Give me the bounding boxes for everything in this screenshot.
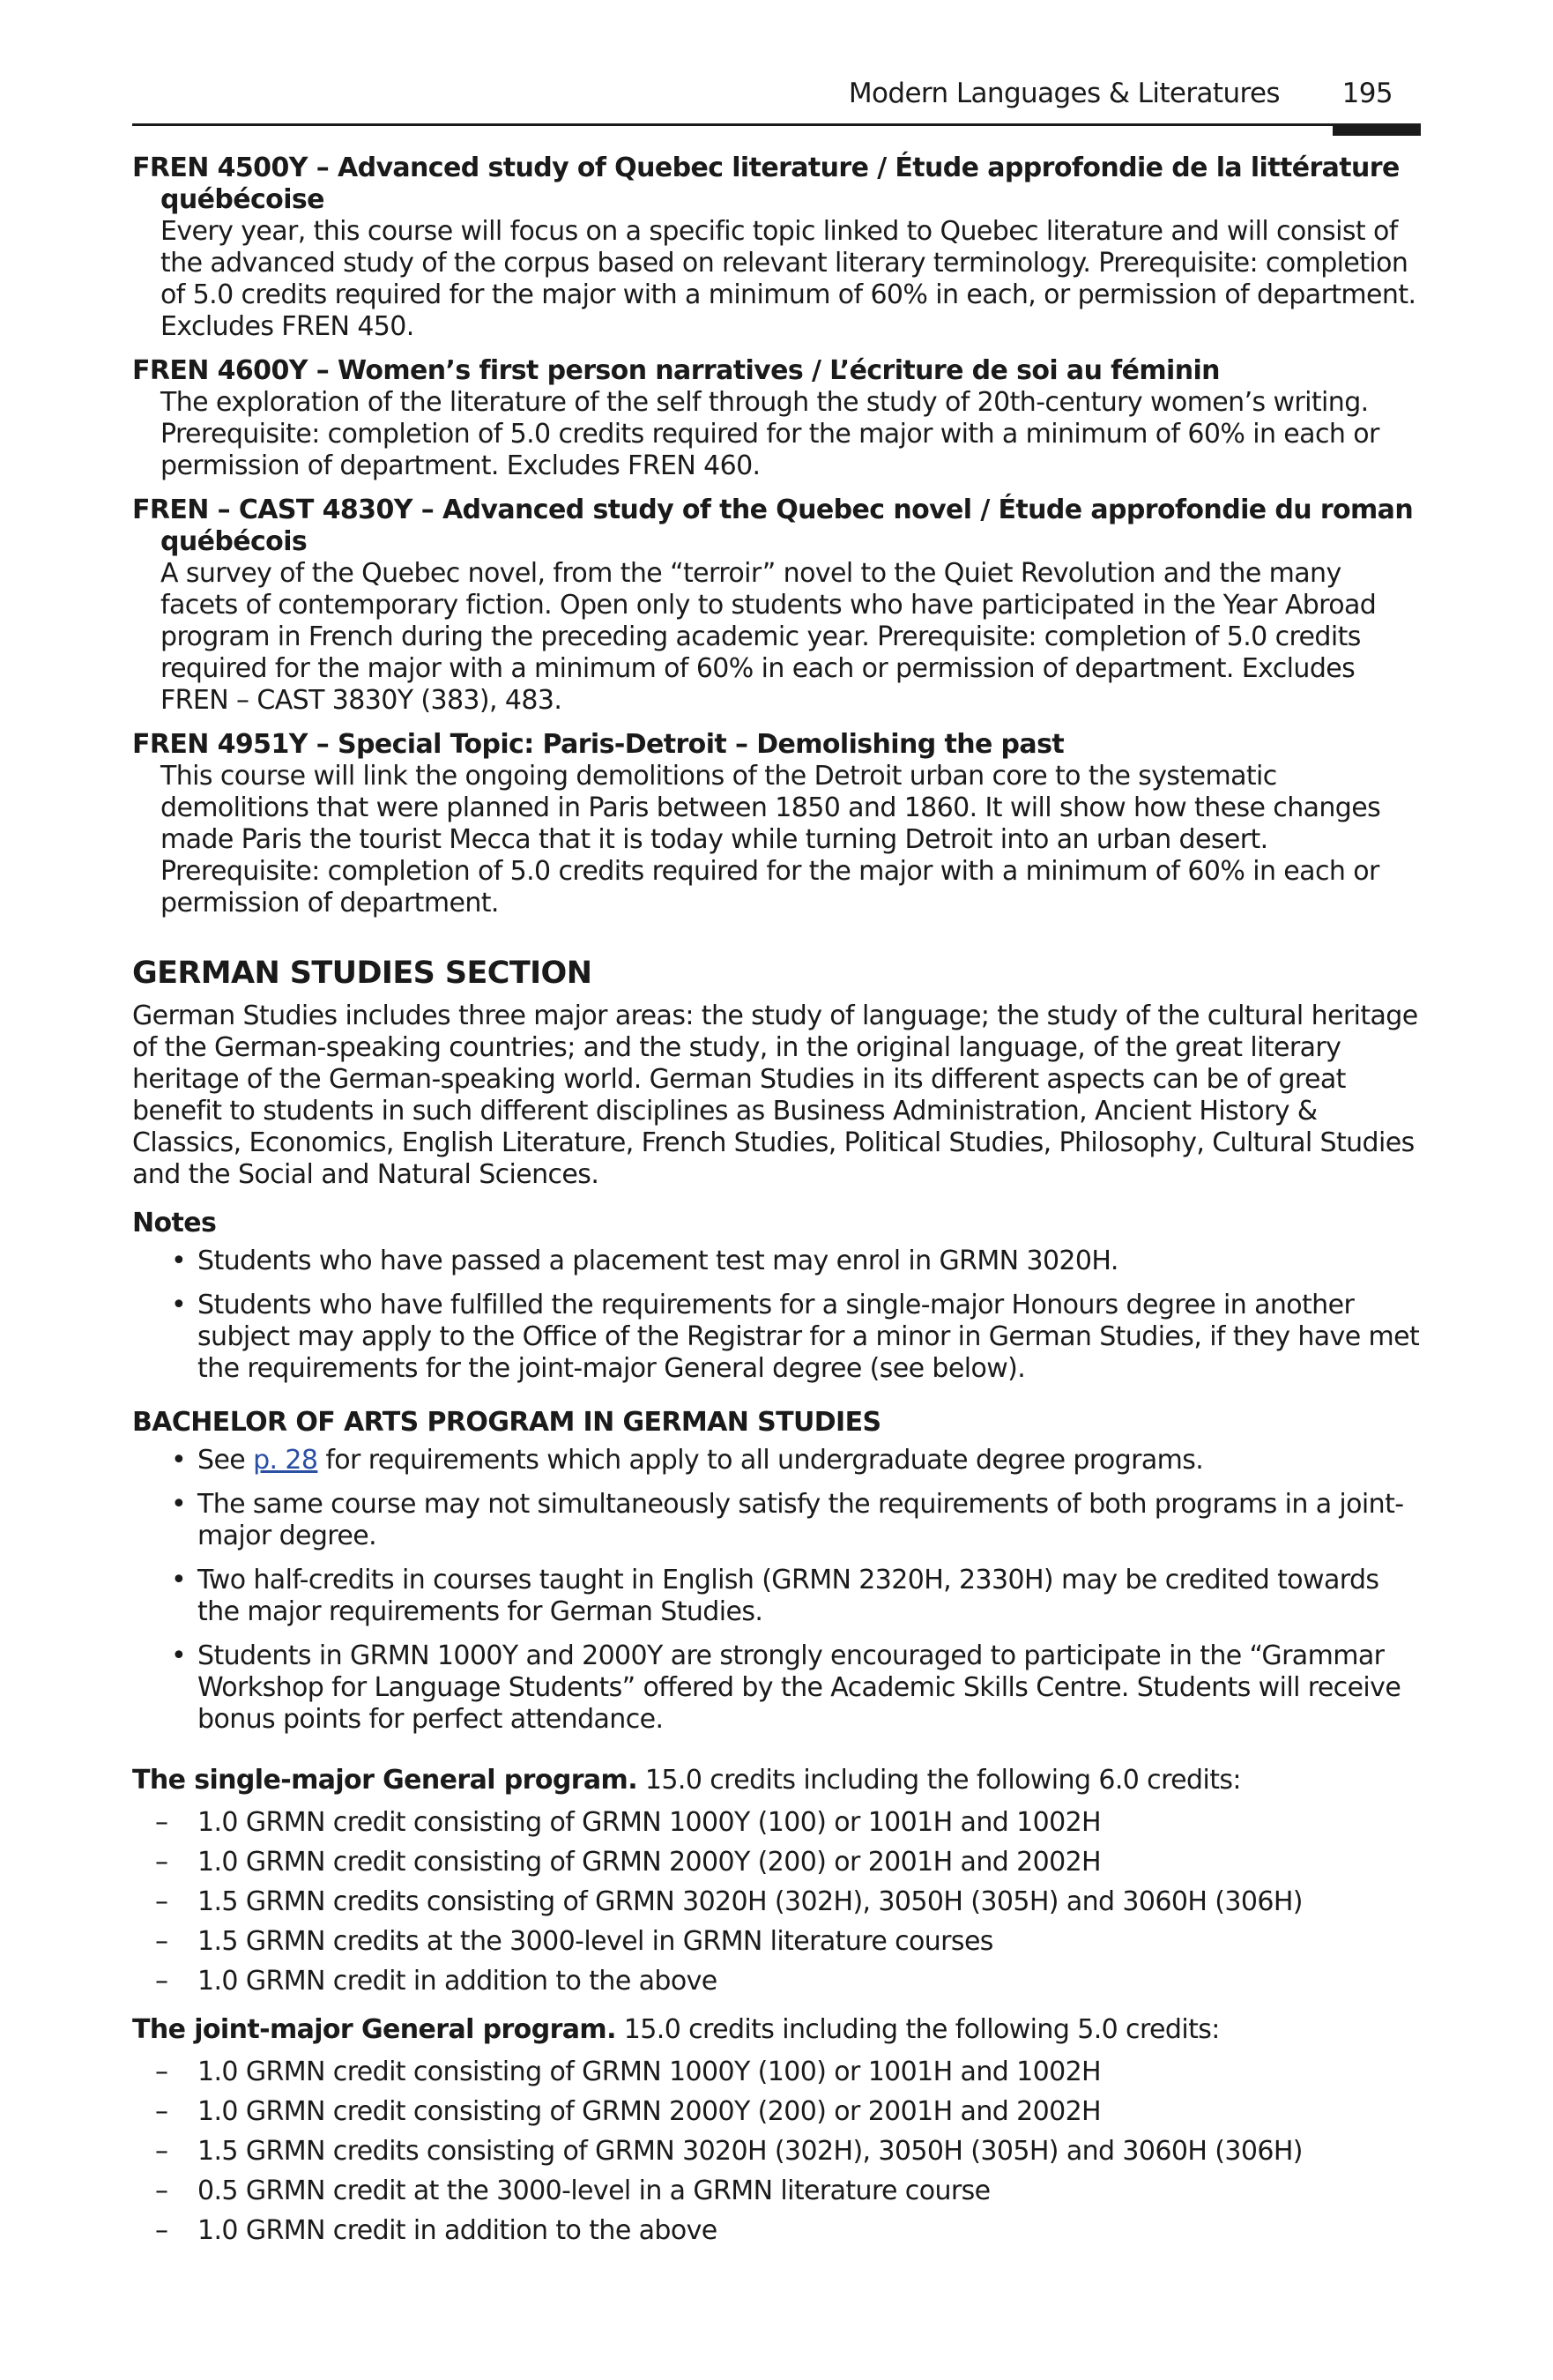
bullet-icon: • bbox=[171, 1246, 187, 1276]
joint-major-requirements bbox=[132, 2052, 1421, 2250]
program-summary: 15.0 credits including the following 6.0 credits: bbox=[637, 1765, 1241, 1796]
course-entry bbox=[132, 355, 1421, 482]
dash-icon: – bbox=[155, 2136, 168, 2167]
list-item bbox=[132, 1882, 1421, 1922]
note-text: Students who have passed a placement test may enrol in GRMN 3020H. bbox=[197, 1246, 1118, 1276]
rule-prefix: See bbox=[197, 1445, 254, 1476]
list-item bbox=[132, 1290, 1421, 1385]
program-label: The single-major General program. bbox=[132, 1765, 637, 1796]
requirement-text: 1.0 GRMN credit consisting of GRMN 2000Y (200) or 2001H and 2002H bbox=[197, 2096, 1102, 2127]
requirement-text: 1.5 GRMN credits consisting of GRMN 3020H (302H), 3050H (305H) and 3060H (306H) bbox=[197, 2136, 1303, 2167]
note-text: Students who have fulfilled the requirements for a single-major Honours degree in another subject may apply to the Office of the Registrar for a minor in German Studies, if they have met the requirements for the joint-major General degree (see below). bbox=[197, 1290, 1420, 1384]
list-item bbox=[132, 1489, 1421, 1552]
course-entry bbox=[132, 152, 1421, 343]
list-item bbox=[132, 2171, 1421, 2211]
course-list bbox=[132, 152, 1421, 919]
list-item bbox=[132, 2092, 1421, 2131]
running-header bbox=[132, 78, 1421, 126]
notes-list bbox=[132, 1246, 1421, 1385]
course-entry bbox=[132, 729, 1421, 919]
requirement-text: 1.0 GRMN credit consisting of GRMN 1000Y (100) or 1001H and 1002H bbox=[197, 1807, 1102, 1838]
dash-icon: – bbox=[155, 1847, 168, 1878]
course-entry bbox=[132, 495, 1421, 717]
list-item bbox=[132, 1803, 1421, 1842]
single-major-program bbox=[132, 1764, 1421, 1797]
section-intro: German Studies includes three major areas: the study of language; the study of the cultural heritage of the German-speaking countries; and the study, in the original language, of the great literary heritage of the German-speaking world. German Studies in its different aspects can be of great benefit to students in such different disciplines as Business Administration, Ancient History & Classics, Economics, English Literature, French Studies, Political Studies, Philosophy, Cultural Studies and the Social and Natural Sciences. bbox=[132, 1000, 1418, 1190]
requirement-text: 0.5 GRMN credit at the 3000-level in a GRMN literature course bbox=[197, 2175, 991, 2206]
rule-text: Students in GRMN 1000Y and 2000Y are strongly encouraged to participate in the “Grammar Workshop for Language Students” offered by the Academic Skills Centre. Students will receive bonus points for perfect attendance. bbox=[197, 1640, 1401, 1735]
requirement-text: 1.0 GRMN credit consisting of GRMN 2000Y (200) or 2001H and 2002H bbox=[197, 1847, 1102, 1878]
dash-icon: – bbox=[155, 1807, 168, 1838]
bullet-icon: • bbox=[171, 1565, 187, 1595]
course-description: The exploration of the literature of the self through the study of 20th-century women’s writing. Prerequisite: completion of 5.0 credits required for the major with a minimum of 60% in each or permission of department. Excludes FREN 460. bbox=[160, 387, 1379, 481]
course-title: FREN 4600Y – Women’s first person narratives / L’écriture de soi au féminin bbox=[132, 355, 1220, 386]
list-item bbox=[132, 1565, 1421, 1628]
course-description: A survey of the Quebec novel, from the “terroir” novel to the Quiet Revolution and the many facets of contemporary fiction. Open only to students who have participated in the Year Abroad program in French during the preceding academic year. Prerequisite: completion of 5.0 credits required for the major with a minimum of 60% in each or permission of department. Excludes FREN – CAST 3830Y (383), 483. bbox=[160, 558, 1377, 716]
requirement-text: 1.0 GRMN credit in addition to the above bbox=[197, 2215, 717, 2246]
header-tab-bar bbox=[1333, 126, 1421, 136]
notes-heading: Notes bbox=[132, 1208, 217, 1238]
course-title: FREN 4951Y – Special Topic: Paris-Detroit – Demolishing the past bbox=[132, 729, 1065, 760]
dash-icon: – bbox=[155, 2056, 168, 2087]
dash-icon: – bbox=[155, 2215, 168, 2246]
list-item bbox=[132, 2052, 1421, 2092]
list-item bbox=[132, 1922, 1421, 1961]
dash-icon: – bbox=[155, 1966, 168, 1997]
list-item bbox=[132, 2211, 1421, 2250]
subsection-heading: BACHELOR OF ARTS PROGRAM IN GERMAN STUDIES bbox=[132, 1407, 881, 1438]
course-description: This course will link the ongoing demolitions of the Detroit urban core to the systematic demolitions that were planned in Paris between 1850 and 1860. It will show how these changes made Paris the tourist Mecca that it is today while turning Detroit into an urban desert. Prerequisite: completion of 5.0 credits required for the major with a minimum of 60% in each or permission of department. bbox=[160, 761, 1381, 919]
list-item bbox=[132, 1961, 1421, 2001]
ba-rules-list bbox=[132, 1445, 1421, 1736]
page-link[interactable]: p. 28 bbox=[253, 1445, 318, 1476]
single-major-requirements bbox=[132, 1803, 1421, 2001]
requirement-text: 1.0 GRMN credit in addition to the above bbox=[197, 1966, 717, 1997]
list-item bbox=[132, 2131, 1421, 2171]
course-description: Every year, this course will focus on a specific topic linked to Quebec literature and will consist of the advanced study of the corpus based on relevant literary terminology. Prerequisite: completion of 5.0 credits required for the major with a minimum of 60% in each, or permission of department. Excludes FREN 450. bbox=[160, 216, 1416, 342]
requirement-text: 1.5 GRMN credits at the 3000-level in GRMN literature courses bbox=[197, 1926, 993, 1957]
bullet-icon: • bbox=[171, 1445, 187, 1476]
dash-icon: – bbox=[155, 1926, 168, 1957]
requirement-text: 1.5 GRMN credits consisting of GRMN 3020H (302H), 3050H (305H) and 3060H (306H) bbox=[197, 1886, 1303, 1917]
list-item bbox=[132, 1640, 1421, 1736]
course-title: FREN – CAST 4830Y – Advanced study of the Quebec novel / Étude approfondie du roman québécois bbox=[132, 495, 1414, 557]
dash-icon: – bbox=[155, 2175, 168, 2206]
bullet-icon: • bbox=[171, 1290, 187, 1320]
list-item bbox=[132, 1246, 1421, 1277]
bullet-icon: • bbox=[171, 1640, 187, 1671]
rule-suffix: for requirements which apply to all undergraduate degree programs. bbox=[317, 1445, 1204, 1476]
dash-icon: – bbox=[155, 1886, 168, 1917]
list-item bbox=[132, 1842, 1421, 1882]
running-title: Modern Languages & Literatures bbox=[848, 78, 1280, 109]
document-page bbox=[132, 78, 1421, 2250]
program-label: The joint-major General program. bbox=[132, 2014, 616, 2045]
page-number: 195 bbox=[1341, 78, 1393, 109]
dash-icon: – bbox=[155, 2096, 168, 2127]
rule-text: The same course may not simultaneously satisfy the requirements of both programs in a joint-major degree. bbox=[197, 1489, 1404, 1551]
program-summary: 15.0 credits including the following 5.0 credits: bbox=[615, 2014, 1220, 2045]
joint-major-program bbox=[132, 2013, 1421, 2047]
rule-text: Two half-credits in courses taught in English (GRMN 2320H, 2330H) may be credited towards the major requirements for German Studies. bbox=[197, 1565, 1379, 1627]
bullet-icon: • bbox=[171, 1489, 187, 1520]
requirement-text: 1.0 GRMN credit consisting of GRMN 1000Y (100) or 1001H and 1002H bbox=[197, 2056, 1102, 2087]
list-item bbox=[132, 1445, 1421, 1476]
course-title: FREN 4500Y – Advanced study of Quebec literature / Étude approfondie de la littérature québécoise bbox=[132, 152, 1400, 215]
section-heading: GERMAN STUDIES SECTION bbox=[132, 956, 592, 991]
